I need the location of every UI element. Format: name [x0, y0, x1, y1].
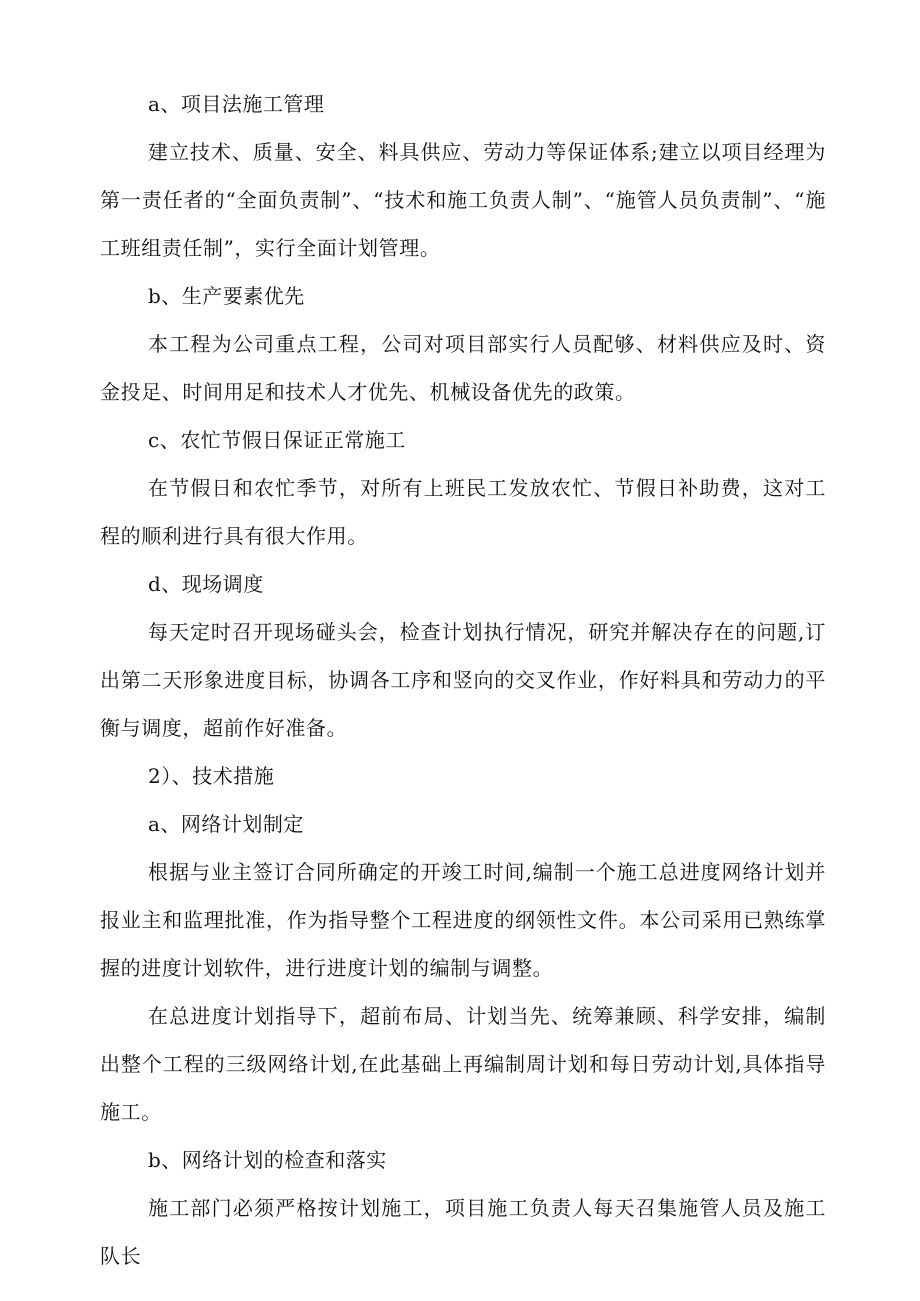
section-heading: a、项目法施工管理 — [148, 92, 325, 116]
paragraph: 在节假日和农忙季节，对所有上班民工发放农忙、节假日补助费，这对工程的顺利进行具有很大作用。 — [100, 476, 826, 548]
section-heading: b、生产要素优先 — [148, 284, 305, 308]
section-heading: d、现场调度 — [148, 572, 264, 596]
paragraph: 每天定时召开现场碰头会，检查计划执行情况，研究并解决存在的问题,订出第二天形象进度目标，协调各工序和竖向的交叉作业，作好料具和劳动力的平衡与调度，超前作好准备。 — [100, 620, 826, 740]
section-heading: a、网络计划制定 — [148, 812, 304, 836]
paragraph: 根据与业主签订合同所确定的开竣工时间,编制一个施工总进度网络计划并报业主和监理批准，作为指导整个工程进度的纲领性文件。本公司采用已熟练掌握的进度计划软件，进行进度计划的编制与调整。 — [100, 860, 826, 980]
section-heading: b、网络计划的检查和落实 — [148, 1148, 387, 1172]
paragraph: 建立技术、质量、安全、料具供应、劳动力等保证体系;建立以项目经理为第一责任者的“全面负责制”、“技术和施工负责人制”、“施管人员负责制”、“施工班组责任制”，实行全面计划管理。 — [100, 140, 826, 260]
paragraph: 本工程为公司重点工程，公司对项目部实行人员配够、材料供应及时、资金投足、时间用足和技术人才优先、机械设备优先的政策。 — [100, 332, 826, 404]
section-heading: 2）、技术措施 — [148, 764, 275, 788]
paragraph: 施工部门必须严格按计划施工，项目施工负责人每天召集施管人员及施工队长 — [100, 1196, 826, 1268]
document-body — [100, 80, 826, 1280]
paragraph: 在总进度计划指导下，超前布局、计划当先、统筹兼顾、科学安排，编制出整个工程的三级网络计划,在此基础上再编制周计划和每日劳动计划,具体指导施工。 — [100, 1004, 826, 1124]
section-heading: c、农忙节假日保证正常施工 — [148, 428, 406, 452]
